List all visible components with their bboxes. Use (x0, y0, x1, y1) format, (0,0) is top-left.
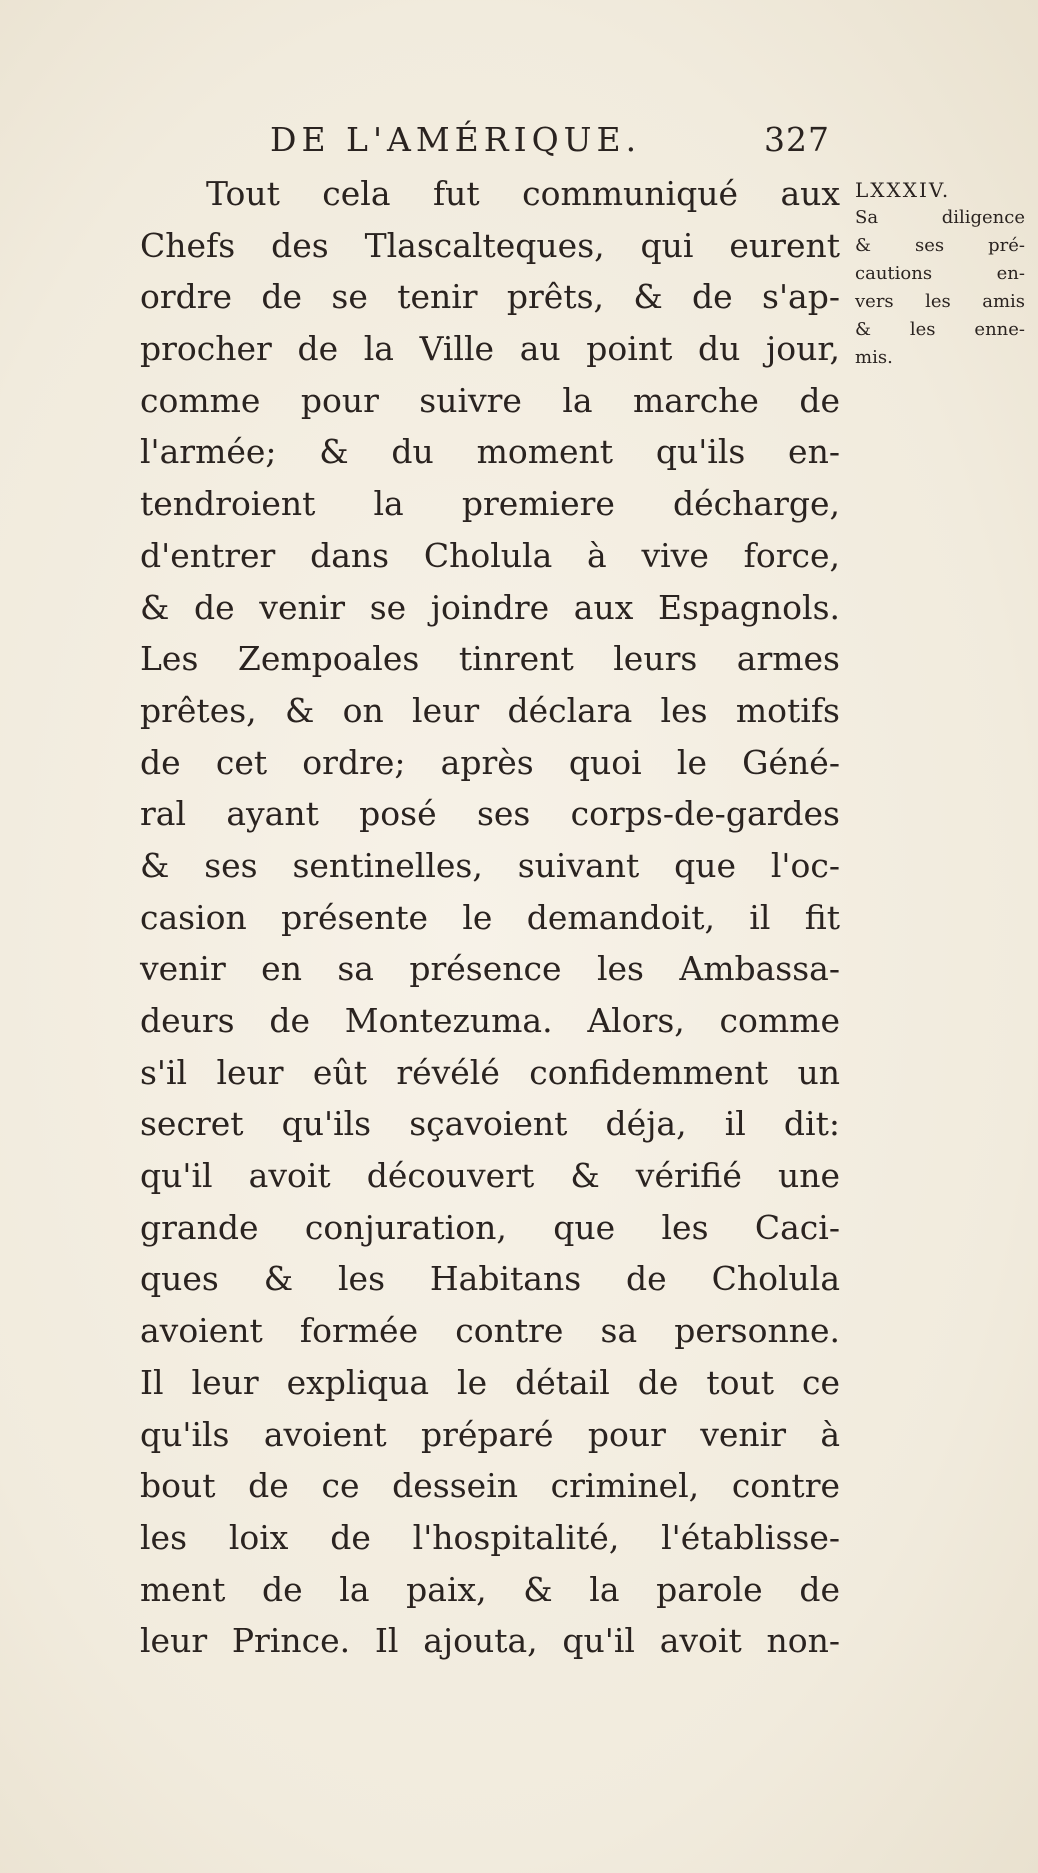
text-line: casion présente le demandoit, il fit (140, 897, 840, 937)
running-title: DE L'AMÉRIQUE. (270, 120, 642, 159)
text-line: tendroient la premiere décharge, (140, 484, 840, 524)
text-line: deurs de Montezuma. Alors, comme (140, 1001, 840, 1040)
text-line: bout de ce dessein criminel, contre (140, 1466, 840, 1506)
text-line: prêtes, & on leur déclara les motifs (140, 690, 840, 730)
text-line: d'entrer dans Cholula à vive force, (140, 535, 840, 575)
text-line: ment de la paix, & la parole de (140, 1569, 840, 1609)
text-line: de cet ordre; après quoi le Géné- (140, 742, 840, 782)
text-line: procher de la Ville au point du jour, (140, 329, 840, 369)
marginal-note-line: & ses pré- (855, 235, 1025, 256)
text-line: leur Prince. Il ajouta, qu'il avoit non- (140, 1621, 840, 1661)
text-line: Les Zempoales tinrent leurs armes (140, 639, 840, 679)
text-line: avoient formée contre sa personne. (140, 1311, 840, 1351)
text-line: & de venir se joindre aux Espagnols. (140, 587, 840, 627)
marginal-note-line: LXXXIV. (855, 178, 951, 202)
text-line: l'armée; & du moment qu'ils en- (140, 432, 840, 472)
text-line: ral ayant posé ses corps-de-gardes (140, 794, 840, 834)
marginal-note-line: Sa diligence (855, 207, 1025, 228)
marginal-note-line: cautions en- (855, 263, 1025, 284)
marginal-note (855, 176, 1035, 372)
page-number: 327 (764, 120, 830, 159)
text-line: comme pour suivre la marche de (140, 380, 840, 420)
text-line: Chefs des Tlascalteques, qui eurent (140, 225, 840, 265)
text-line: & ses sentinelles, suivant que l'oc- (140, 845, 840, 885)
text-line: qu'il avoit découvert & vérifié une (140, 1156, 840, 1196)
marginal-note-line: mis. (855, 347, 893, 368)
marginal-note-line: & les enne- (855, 319, 1025, 340)
text-line: les loix de l'hospitalité, l'établisse- (140, 1517, 840, 1557)
text-line: Tout cela fut communiqué aux (206, 174, 840, 213)
text-line: s'il leur eût révélé confidemment un (140, 1052, 840, 1092)
text-line: secret qu'ils sçavoient déja, il dit: (140, 1104, 840, 1144)
text-line: venir en sa présence les Ambassa- (140, 949, 840, 989)
marginal-note-line: vers les amis (855, 291, 1025, 312)
text-line: qu'ils avoient préparé pour venir à (140, 1414, 840, 1454)
text-line: ordre de se tenir prêts, & de s'ap- (140, 277, 840, 317)
main-text-block (140, 168, 840, 1667)
text-line: ques & les Habitans de Cholula (140, 1259, 840, 1299)
page-header (270, 120, 830, 160)
text-line: grande conjuration, que les Caci- (140, 1207, 840, 1247)
text-line: Il leur expliqua le détail de tout ce (140, 1362, 840, 1402)
